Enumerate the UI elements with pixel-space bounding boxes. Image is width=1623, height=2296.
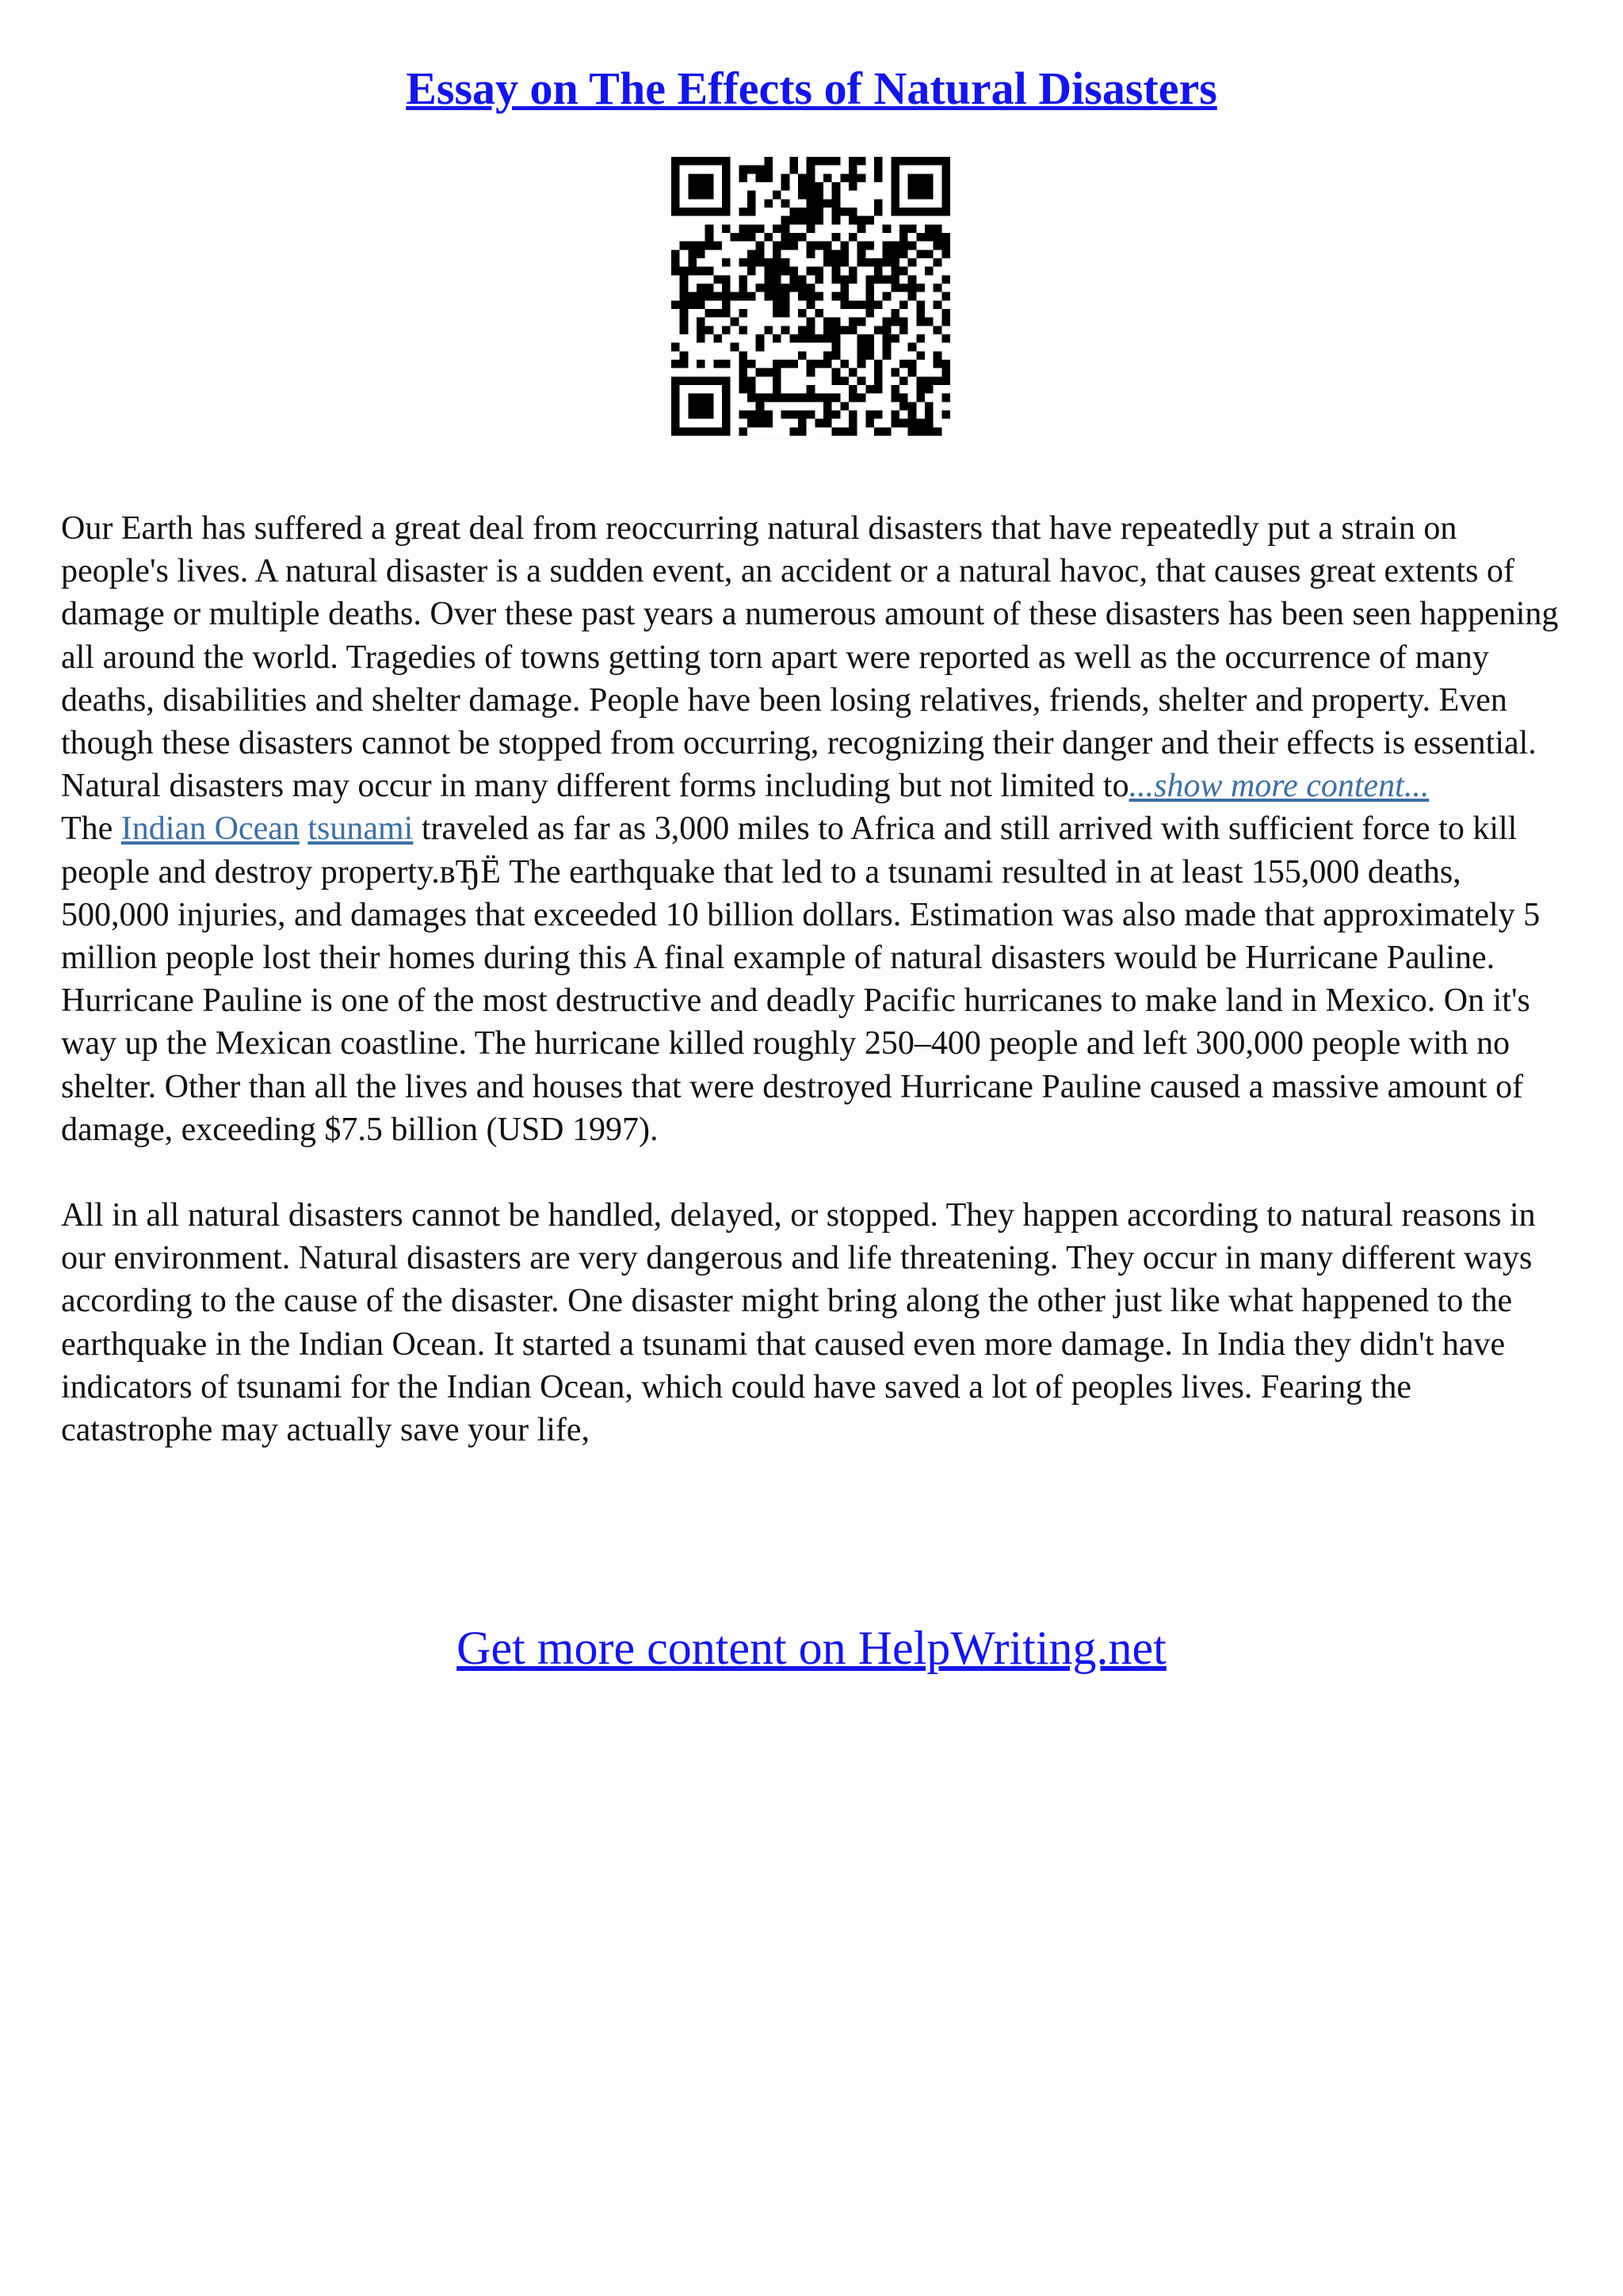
footer-link[interactable]: Get more content on HelpWriting.net <box>456 1622 1167 1674</box>
essay-body <box>61 507 1567 1451</box>
indian-ocean-link[interactable]: Indian Ocean <box>120 810 300 848</box>
title-link[interactable]: Essay on The Effects of Natural Disasters <box>406 63 1217 114</box>
footer <box>0 1616 1623 1680</box>
paragraph-intro: Our Earth has suffered a great deal from reoccurring natural disasters that have repeatedly put a strain on people's lives. A natural disaster is a sudden event, an accident or a natural havoc, that causes great extents of damage or multiple deaths. Over these past years a numerous amount of these disasters has been seen happening all around the world. Tragedies of towns getting torn apart were reported as well as the occurrence of many deaths, disabilities and shelter damage. People have been losing relatives, friends, shelter and property. Even though these disasters cannot be stopped from occurring, recognizing their danger and their effects is essential. <box>61 510 1559 762</box>
paragraph-forms-text: Natural disasters may occur in many different forms including but not limited to <box>61 768 1129 805</box>
paragraph-conclusion: All in all natural disasters cannot be handled, delayed, or stopped. They happen according to natural reasons in our environment. Natural disasters are very dangerous and life threatening. They occur in many different ways according to the cause of the disaster. One disaster might bring along the other just like what happened to the earthquake in the Indian Ocean. It started a tsunami that caused even more damage. In India they didn't have indicators of tsunami for the Indian Ocean, which could have saved a lot of peoples lives. Fearing the catastrophe may actually save your life, <box>61 1197 1536 1449</box>
tsunami-link[interactable]: tsunami <box>307 810 414 848</box>
show-more-link[interactable]: ...show more content... <box>1128 768 1430 805</box>
page-title <box>0 57 1623 120</box>
paragraph-tsunami-rest: traveled as far as 3,000 miles to Africa and still arrived with sufficient force to kill people and destroy property.вЂЁ The earthquake that led to a tsunami resulted in at least 155,000 deaths, 500,000 injuries, and damages that exceeded 10 billion dollars. Estimation was also made that approximately 5 million people lost their homes during this A final example of natural disasters would be Hurricane Pauline. Hurricane Pauline is one of the most destructive and deadly Pacific hurricanes to make land in Mexico. On it's way up the Mexican coastline. The hurricane killed roughly 250–400 people and left 300,000 people with no shelter. Other than all the lives and houses that were destroyed Hurricane Pauline caused a massive amount of damage, exceeding $7.5 billion (USD 1997). <box>61 810 1541 1148</box>
paragraph-tsunami-start: The <box>61 810 121 848</box>
paragraph-forms <box>61 765 1567 807</box>
paragraph-tsunami <box>61 807 1567 1151</box>
qr-code-icon <box>671 157 950 436</box>
paragraph-gap <box>61 1151 1567 1194</box>
